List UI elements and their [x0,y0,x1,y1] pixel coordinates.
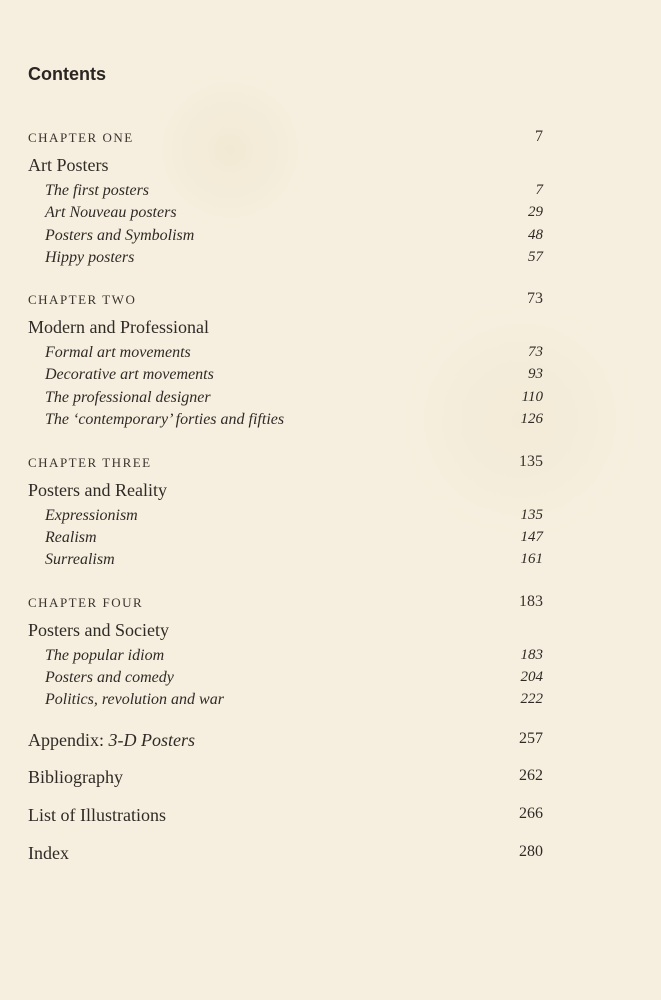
toc-entry-label: Politics, revolution and war [45,691,224,708]
toc-entry-label: Surrealism [45,551,115,568]
chapter-heading-label: CHAPTER TWO [28,292,137,307]
toc-entry [28,389,543,413]
toc-entry-page: 73 [528,344,543,360]
chapter-heading-four [28,595,543,619]
toc-entry-label: Hippy posters [45,249,135,266]
toc-entry-label: Decorative art movements [45,366,214,383]
chapter-title-label: Art Posters [28,155,109,175]
toc-entry-page: 57 [528,249,543,265]
toc-entry-page: 204 [520,669,543,685]
chapter-heading-label: CHAPTER FOUR [28,595,144,610]
toc-entry-label: Posters and Symbolism [45,227,195,244]
list-of-illustrations-page: 266 [519,805,543,822]
chapter-heading-three [28,455,543,479]
chapter-title-label: Posters and Reality [28,480,167,500]
toc-entry-label: The popular idiom [45,647,165,664]
toc-entry-label: Realism [45,529,97,546]
chapter-title-label: Modern and Professional [28,317,209,337]
toc-entry [28,204,543,228]
bibliography-entry [28,767,543,791]
toc-entry-label: The professional designer [45,389,211,406]
chapter-page-number: 73 [527,290,543,307]
chapter-heading-one [28,130,543,154]
chapter-title-label: Posters and Society [28,620,169,640]
chapter-page-number: 183 [519,593,543,610]
toc-entry [28,227,543,251]
toc-entry-page: 93 [528,366,543,382]
toc-entry-label: The ‘contemporary’ forties and fifties [45,411,285,428]
toc-entry-page: 126 [520,411,543,427]
index-page: 280 [519,843,543,860]
toc-entry [28,691,543,715]
list-of-illustrations-entry [28,805,543,829]
toc-entry [28,344,543,368]
chapter-title-two [28,317,543,341]
appendix-title: 3-D Posters [108,730,195,750]
appendix-page: 257 [519,730,543,747]
toc-entry-page: 7 [535,182,543,198]
list-of-illustrations-label: List of Illustrations [28,805,166,825]
toc-entry-label: Formal art movements [45,344,191,361]
toc-entry-label: Posters and comedy [45,669,174,686]
chapter-heading-two [28,292,543,316]
appendix-prefix: Appendix: [28,730,104,750]
toc-entry-page: 147 [520,529,543,545]
toc-entry-label: Expressionism [45,507,138,524]
index-entry [28,843,543,867]
toc-entry-label: Art Nouveau posters [45,204,177,221]
toc-entry-page: 183 [520,647,543,663]
toc-entry-page: 222 [520,691,543,707]
chapter-title-three [28,480,543,504]
toc-entry [28,529,543,553]
chapter-heading-label: CHAPTER THREE [28,455,152,470]
chapter-heading-label: CHAPTER ONE [28,130,134,145]
page-title: Contents [28,64,106,84]
toc-entry [28,669,543,693]
toc-entry [28,249,543,273]
chapter-page-number: 7 [535,128,543,145]
chapter-title-one [28,155,543,179]
appendix-entry [28,730,543,754]
toc-entry-page: 29 [528,204,543,220]
appendix-label [28,730,195,751]
toc-entry-page: 110 [521,389,543,405]
toc-entry-page: 48 [528,227,543,243]
toc-entry [28,551,543,575]
chapter-page-number: 135 [519,453,543,470]
toc-entry [28,182,543,206]
toc-entry [28,411,543,435]
index-label: Index [28,843,69,863]
bibliography-label: Bibliography [28,767,123,787]
toc-entry [28,507,543,531]
bibliography-page: 262 [519,767,543,784]
toc-entry [28,366,543,390]
toc-entry-page: 135 [520,507,543,523]
toc-entry [28,647,543,671]
chapter-title-four [28,620,543,644]
toc-entry-label: The first posters [45,182,150,199]
toc-entry-page: 161 [520,551,543,567]
